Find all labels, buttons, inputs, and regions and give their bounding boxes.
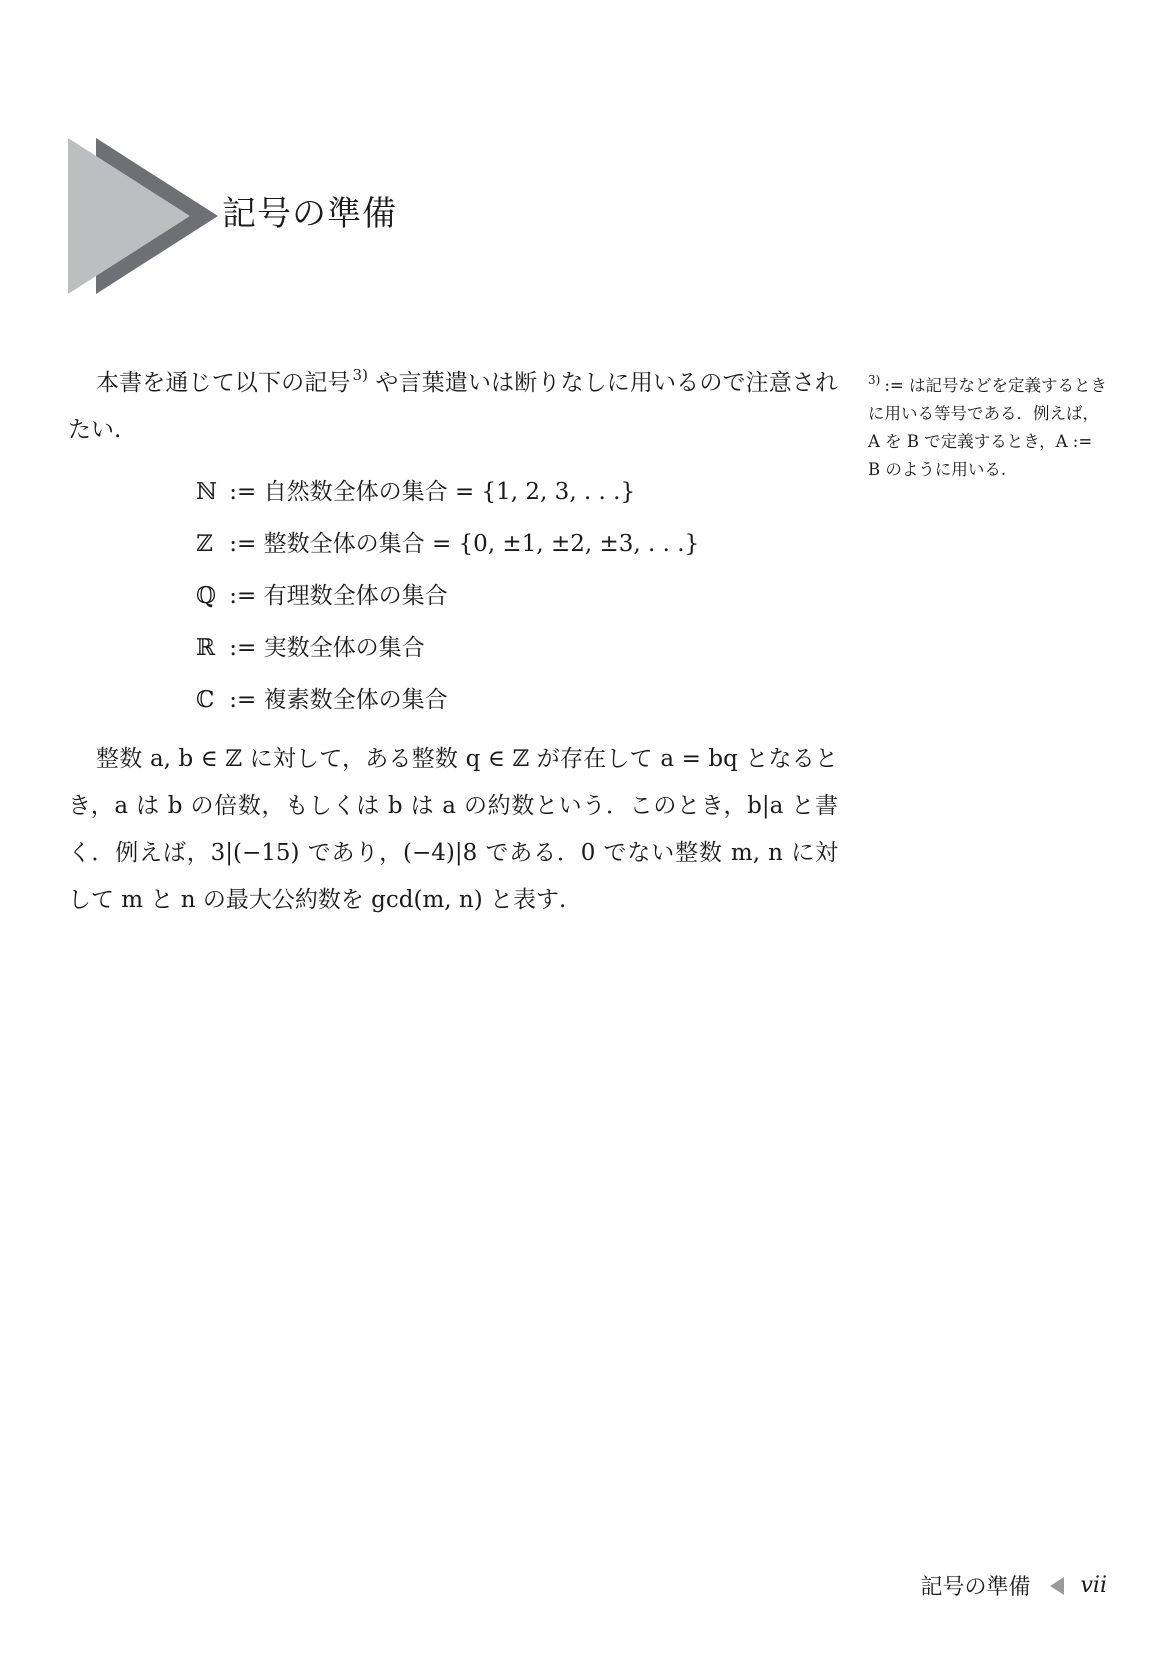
set-symbol: ℤ: [196, 531, 213, 557]
footnote-text: := は記号などを定義するときに用いる等号である．例えば，A を B で定義するとき，A := B のように用いる.: [868, 376, 1107, 479]
intro-paragraph: [68, 360, 838, 454]
running-head-title: 記号の準備: [920, 1575, 1031, 1600]
footnote-ref[interactable]: 3): [352, 366, 368, 384]
page-number: vii: [1080, 1573, 1107, 1598]
definition-text: := 複素数全体の集合: [222, 687, 448, 713]
main-text: [68, 360, 838, 924]
divisibility-paragraph: 整数 a, b ∈ ℤ に対して，ある整数 q ∈ ℤ が存在して a = bq となるとき，a は b の倍数，もしくは b は a の約数という．このとき，b|a と書く．例えば，3|(−15) であり，(−4)|8 である．0 でない整数 m, n に対して m と n の最大公約数を gcd(m, n) と表す.: [68, 746, 838, 913]
definition-text: := 有理数全体の集合: [222, 583, 448, 609]
definition-text: := 実数全体の集合: [222, 635, 425, 661]
chapter-heading-triangles-icon: [68, 138, 218, 294]
definition-complex: [196, 674, 838, 726]
running-head: [920, 1570, 1107, 1601]
chapter-title: 記号の準備: [222, 194, 397, 234]
definition-naturals: [196, 466, 838, 518]
definition-integers: [196, 518, 838, 570]
definition-text: := 自然数全体の集合 = {1, 2, 3, . . .}: [222, 479, 636, 505]
definition-text: := 整数全体の集合 = {0, ±1, ±2, ±3, . . .}: [222, 531, 700, 557]
definition-reals: [196, 622, 838, 674]
set-symbol: ℝ: [196, 635, 216, 661]
intro-text-after: や言葉遣いは断りなしに用いるので注意されたい.: [68, 370, 839, 443]
sidenote: [868, 366, 1108, 484]
triangle-left-icon: [1050, 1577, 1064, 1595]
set-symbol: ℂ: [196, 687, 215, 713]
set-symbol: ℚ: [196, 583, 217, 609]
set-symbol: ℕ: [196, 479, 218, 505]
definitions-list: [196, 466, 838, 726]
definition-rationals: [196, 570, 838, 622]
footnote-mark: 3): [868, 373, 881, 387]
intro-text: 本書を通じて以下の記号: [96, 370, 351, 396]
